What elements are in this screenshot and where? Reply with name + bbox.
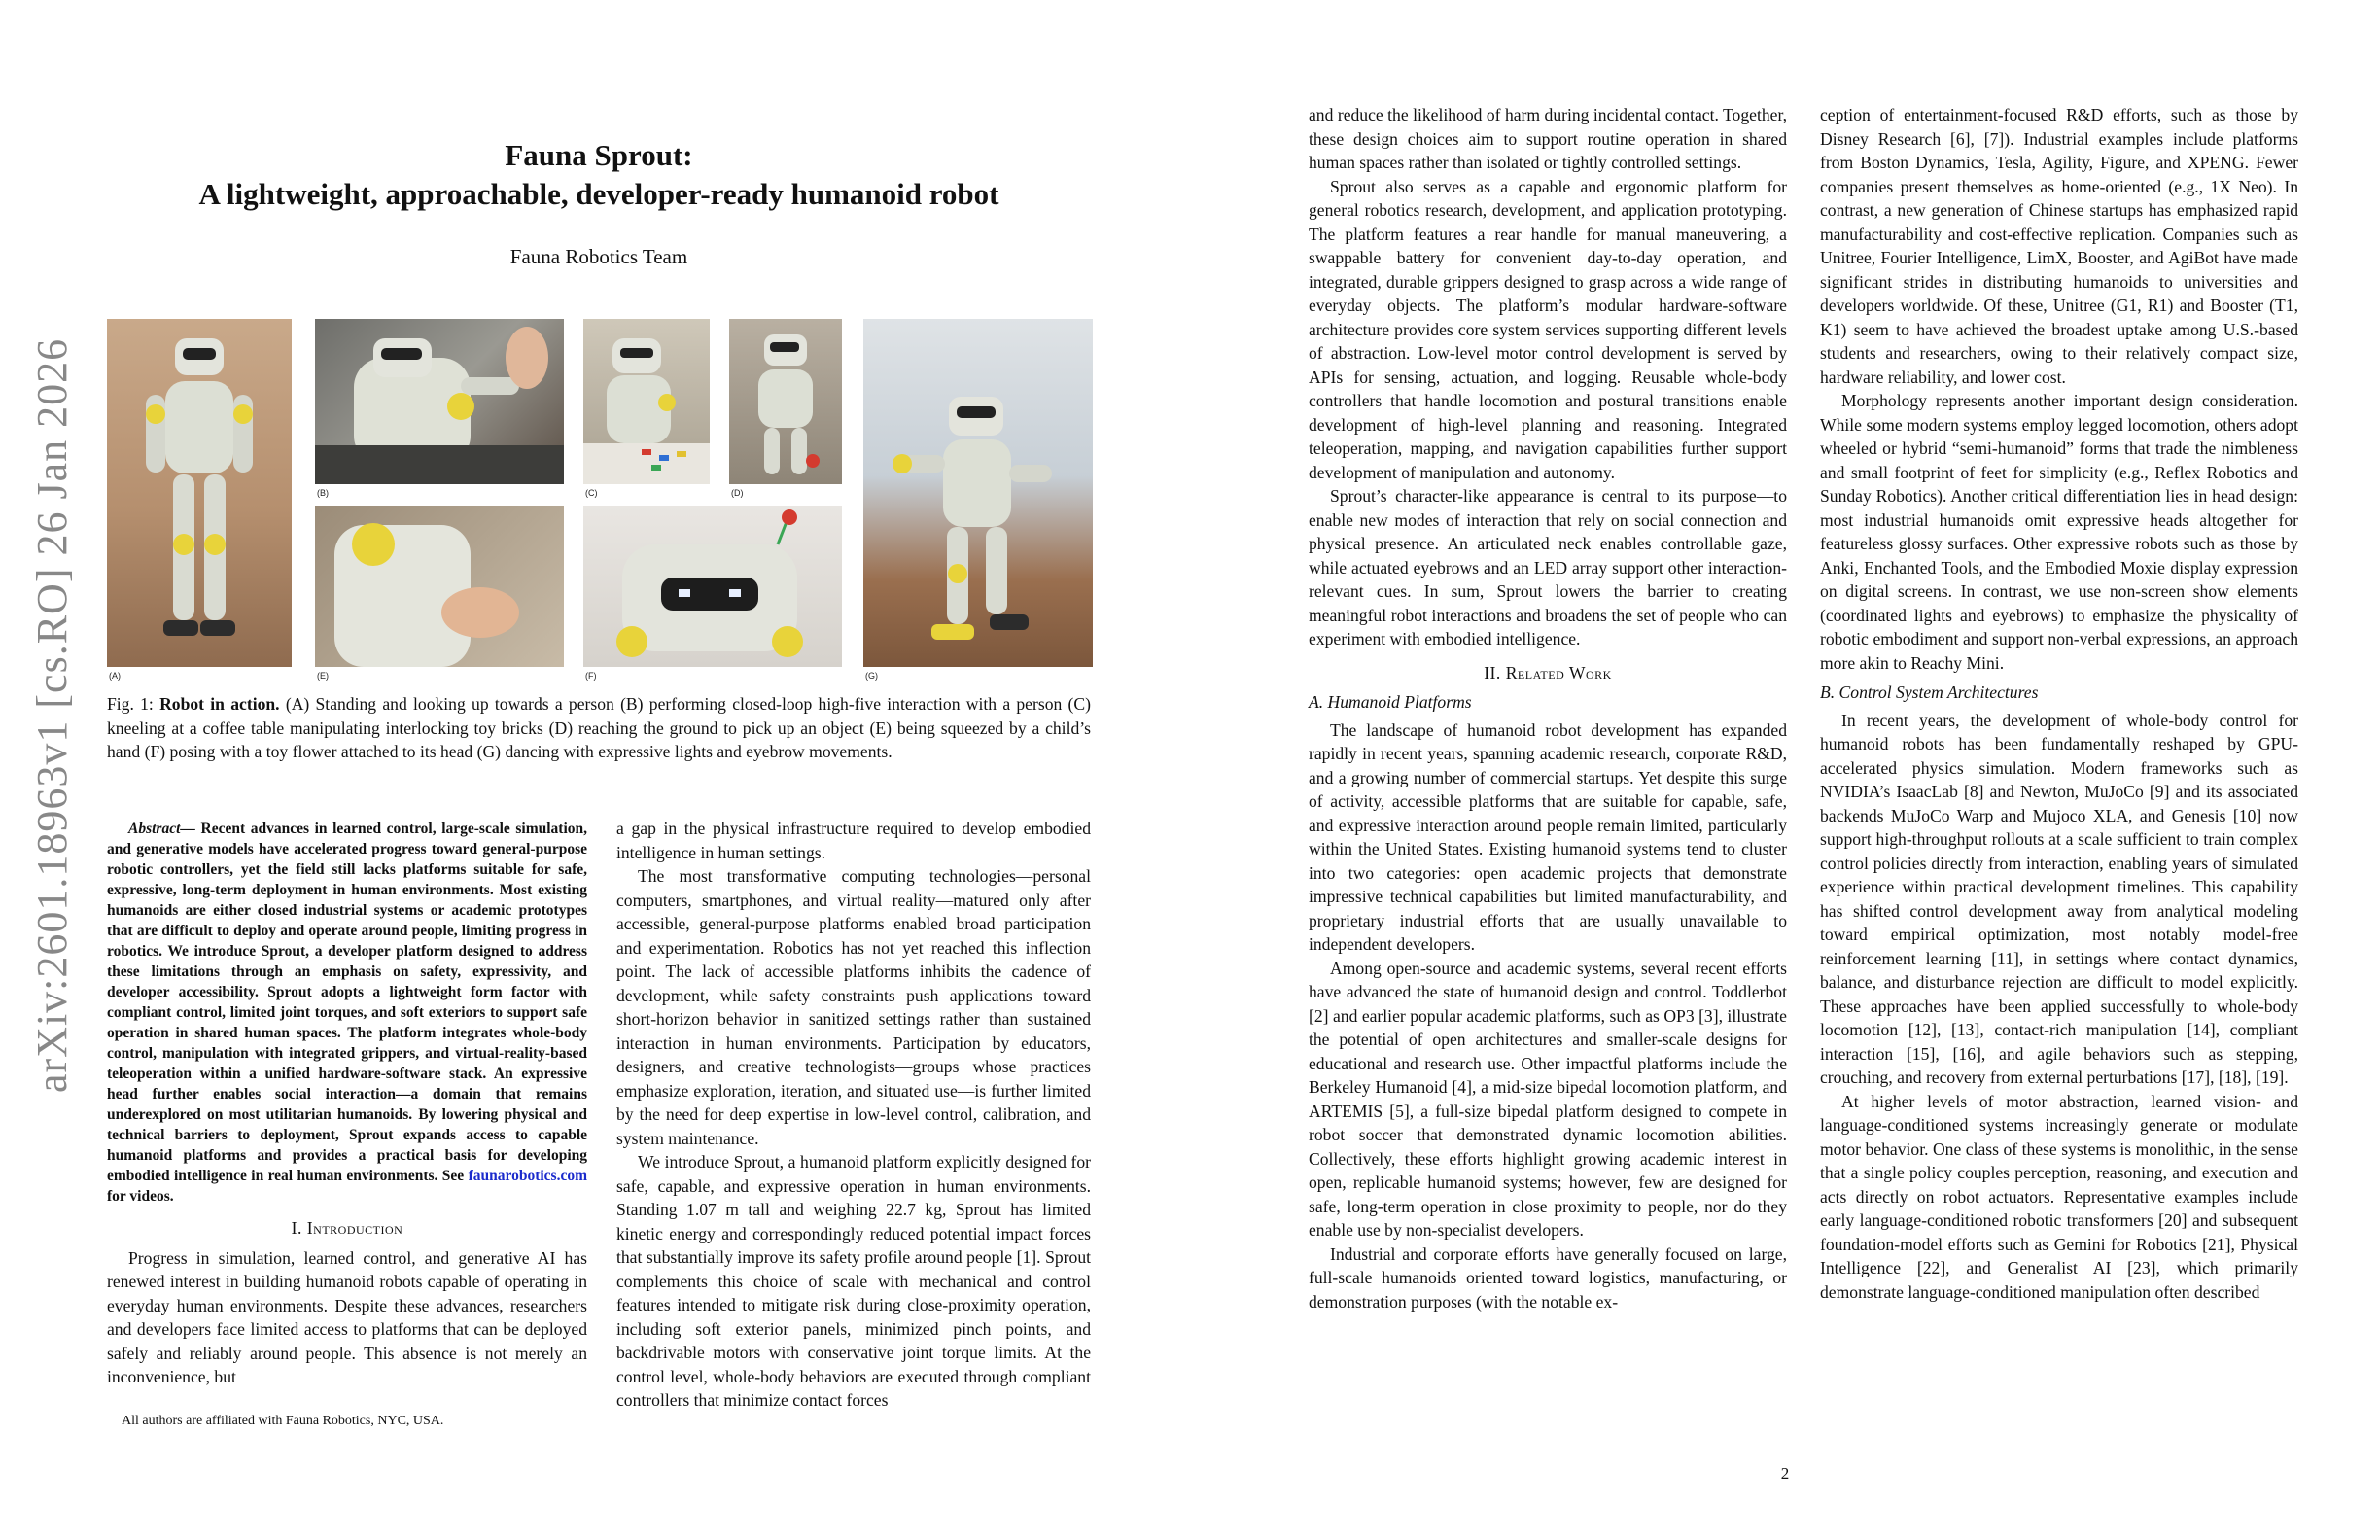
col3-paragraph-4: The landscape of humanoid robot development has expanded rapidly in recent years, spanning academic research, corporate R&D, and a growing number of commercial startups. Yet despite this surge of activity, accessible platforms that are suitable for capable, safe, and expressive interaction around people remain limited, particularly within the United States. Existing humanoid systems tend to cluster into two categories: open academic projects that demonstrate impressive technical capabilities but limited manufacturability, and proprietary industrial efforts that are usually unavailable to independent developers. [1309, 719, 1787, 954]
column-4 [1820, 103, 2298, 1304]
column-1 [107, 819, 587, 1389]
col3-paragraph-1: and reduce the likelihood of harm during incidental contact. Together, these design choices aim to support routine operation in shared human spaces rather than isolated or tightly controlled settings. [1309, 105, 1787, 172]
col4-paragraph-4: At higher levels of motor abstraction, learned vision- and language-conditioned systems increasingly generate or modulate motor behavior. One class of these systems is monolithic, in the sense that a single policy couples perception, reasoning, and execution and acts directly on robot actuators. Representative examples include early language-conditioned robotic transformers [20] and subsequent foundation-model efforts such as Gemini for Robotics [21], Physical Intelligence [22], and Generalist AI [23], which primarily demonstrate language-conditioned manipulation often described [1820, 1091, 2298, 1302]
section-introduction-heading: I. Introduction [291, 1218, 403, 1238]
panel-label-c: (C) [585, 488, 598, 498]
photo-panel-f [583, 506, 842, 667]
column-2 [616, 817, 1091, 1413]
page-number: 2 [1780, 1464, 1790, 1483]
robot-bricks-image [583, 319, 710, 484]
robot-flower-image [583, 506, 842, 667]
col4-paragraph-3: In recent years, the development of whole-body control for humanoid robots has been fundamentally reshaped by GPU-accelerated physics simulation. Modern frameworks such as NVIDIA’s IsaacLab [8] and Newton, MuJoCo [9] and its associated backends MuJoCo Warp and Mujoco XLA, and Genesis [10] now support high-throughput rollouts at a scale sufficient to train complex control policies directly from interaction, enabling years of simulated experience within practical development timelines. This capability has shifted control development away from analytical modeling toward empirical optimization, most notably model-free reinforcement learning [11], in settings where contact dynamics, balance, and disturbance rejection are difficult to model explicitly. These approaches have been applied successfully to whole-body locomotion [12], [13], contact-rich manipulation [14], compliant interaction [15], [16], and agile behaviors such as stepping, crouching, and recovery from external perturbations [17], [18], [19]. [1820, 710, 2298, 1087]
intro-paragraph-1: Progress in simulation, learned control, and generative AI has renewed interest in building humanoid robots capable of operating in everyday human environments. Despite these advances, researchers and developers face limited access to platforms that can be deployed safely and reliably around people. This absence is not merely an inconvenience, but [107, 1247, 587, 1386]
robot-dancing-image [863, 319, 1093, 667]
col4-paragraph-1: ception of entertainment-focused R&D efforts, such as those by Disney Research [6], [7]). Industrial examples include platforms from Boston Dynamics, Tesla, Agility, Figure, and XPENG. Fewer companies present themselves as home-oriented (e.g., 1X Neo). In contrast, a new generation of Chinese startups has emphasized rapid manufacturability and cost-effective replication. Companies such as Unitree, Fourier Intelligence, LimX, Booster, and AgiBot have made significant strides in distributing humanoids to universities and developers worldwide. Of these, Unitree (G1, R1) and Booster (T1, K1) seem to have achieved the broadest uptake among U.S.-based students and researchers, owing to their relatively compact size, hardware reliability, and lower cost. [1820, 105, 2298, 387]
title-line-2: A lightweight, approachable, developer-ready humanoid robot [198, 177, 999, 211]
caption-prefix: Fig. 1: [107, 694, 154, 714]
abstract-tail: for videos. [107, 1188, 174, 1205]
title-line-1: Fauna Sprout: [505, 138, 693, 172]
photo-panel-e [315, 506, 564, 667]
panel-label-b: (B) [317, 488, 329, 498]
col2-paragraph-3: We introduce Sprout, a humanoid platform explicitly designed for safe, capable, and expressive operation in human environments. Standing 1.07 m tall and weighing 22.7 kg, Sprout has limited kinetic energy and correspondingly reduced potential impact forces that substantially improve its safety profile around people [1]. Sprout complements this choice of scale with mechanical and control features intended to mitigate risk during close-proximity operation, including soft exterior panels, minimized pinch points, and backdrivable motors with conservative joint torque limits. At the control level, whole-body behaviors are executed through compliant controllers that minimize contact forces [616, 1152, 1091, 1410]
col2-paragraph-1: a gap in the physical infrastructure required to develop embodied intelligence in human settings. [616, 819, 1091, 862]
col4-paragraph-2: Morphology represents another important design consideration. While some modern systems employ legged locomotion, others adopt wheeled or hybrid “semi-humanoid” forms that trade the nimbleness and small footprint of feet for simplicity (e.g., Reflex Robotics and Sunday Robotics). Another critical differentiation lies in head design: most industrial humanoids omit expressive heads altogether for featureless glossy surfaces. Other expressive robots such as those by Anki, Enchanted Tools, and the Embodied Moxie display expression on digital screens. In contrast, we use non-screen show elements (coordinated lights and eyebrows) to emphasize the physicality of robotic embodiment and support non-verbal expressions, an approach more akin to Reachy Mini. [1820, 391, 2298, 673]
robot-standing-image [107, 319, 292, 667]
col3-paragraph-6: Industrial and corporate efforts have generally focused on large, full-scale humanoids oriented toward logistics, manufacturing, or demonstration purposes (with the notable ex- [1309, 1243, 1787, 1312]
abstract-text: Recent advances in learned control, large-scale simulation, and generative models have accelerated progress toward general-purpose robotic controllers, yet the field still lacks platforms suitable for safe, expressive, long-term deployment in human environments. Most existing humanoids are either closed industrial systems or academic prototypes that are difficult to deploy and operate around people, limiting progress in robotics. We introduce Sprout, a developer platform designed to address these limitations through an emphasis on safety, expressivity, and developer accessibility. Sprout adopts a lightweight form factor with compliant control, limited joint torques, and soft exteriors to support safe operation in shared human spaces. The platform integrates whole-body control, manipulation with integrated grippers, and virtual-reality-based teleoperation within a unified hardware-software stack. An expressive head further enables social interaction—a domain that remains underexplored on most utilitarian humanoids. By lowering physical and technical barriers to deployment, Sprout expands access to capable humanoid platforms and provides a practical basis for developing embodied intelligence in real human environments. See [107, 821, 588, 1184]
caption-bold: Robot in action. [159, 694, 280, 714]
right-page [1190, 0, 2380, 1540]
subsection-humanoid-platforms: A. Humanoid Platforms [1309, 692, 1472, 712]
paper-title [107, 136, 1091, 214]
panel-label-e: (E) [317, 671, 329, 681]
col3-paragraph-2: Sprout also serves as a capable and ergonomic platform for general robotics research, development, and application prototyping. The platform features a rear handle for manual maneuvering, a swappable battery for convenient day-to-day operation, and integrated, durable grippers designed to grasp across a wide range of everyday objects. The platform’s modular hardware-software architecture provides core system services supporting different levels of abstraction. Low-level motor control development is served by APIs for sensing, actuation, and logging. Reusable whole-body controllers that handle locomotion and postural transitions enable development of high-level planning and reasoning. Integrated teleoperation, mapping, and navigation capabilities further support development of manipulation and autonomy. [1309, 176, 1787, 482]
photo-panel-d [729, 319, 842, 484]
col2-paragraph-2: The most transformative computing technologies—personal computers, smartphones, and virtual reality—matured only after accessible, general-purpose platforms enabled broad participation and experimentation. Robotics has not yet reached this inflection point. The lack of accessible platforms inhibits the cadence of development, while safety constraints push applications toward short-horizon behavior in sanitized settings rather than sustained interaction in human environments. Participation by educators, designers, and creative technologists—groups whose practices emphasize exploration, iteration, and situated use—is further limited by the need for deep expertise in low-level control, calibration, and system maintenance. [616, 866, 1091, 1148]
photo-panel-a [107, 319, 292, 667]
col3-paragraph-5: Among open-source and academic systems, several recent efforts have advanced the state of humanoid design and control. Toddlerbot [2] and earlier popular academic platforms, such as OP3 [3], illustrate the potential of open architectures and smaller-scale designs for educational and research use. Other impactful platforms include the Berkeley Humanoid [4], a mid-size bipedal locomotion platform, and ARTEMIS [5], a full-size bipedal platform designed to compete in robot soccer that demonstrated dynamic locomotion abilities. Collectively, these efforts highlight growing academic interest in open, replicable humanoid systems; however, few are designed for safe, long-term operation in close proximity to people, nor do they enable use by non-specialist developers. [1309, 958, 1787, 1240]
photo-panel-c [583, 319, 710, 484]
robot-squeeze-image [315, 506, 564, 667]
affiliation-footnote: All authors are affiliated with Fauna Robotics, NYC, USA. [122, 1414, 444, 1428]
videos-link[interactable]: faunarobotics.com [468, 1168, 587, 1184]
figure-1 [105, 319, 1093, 688]
panel-label-g: (G) [865, 671, 878, 681]
figure-caption [107, 692, 1091, 764]
abstract-label: Abstract— [128, 821, 195, 837]
subsection-control-architectures: B. Control System Architectures [1820, 682, 2039, 702]
panel-label-d: (D) [731, 488, 744, 498]
col3-paragraph-3: Sprout’s character-like appearance is central to its purpose—to enable new modes of interaction that rely on social connection and physical presence. An articulated neck enables controllable gaze, while actuated eyebrows and an LED array support other interaction-relevant cues. In sum, Sprout lowers the barrier to creating meaningful robot interactions and broadens the set of people who can experiment with embodied intelligence. [1309, 486, 1787, 648]
photo-panel-g [863, 319, 1093, 667]
abstract [107, 819, 587, 1207]
panel-label-f: (F) [585, 671, 597, 681]
robot-reaching-image [729, 319, 842, 484]
photo-panel-b [315, 319, 564, 484]
robot-high-five-image [315, 319, 564, 484]
panel-label-a: (A) [109, 671, 121, 681]
arxiv-stamp: arXiv:2601.18963v1 [cs.RO] 26 Jan 2026 [28, 337, 76, 1093]
authors: Fauna Robotics Team [509, 245, 688, 268]
column-3 [1309, 103, 1787, 1313]
caption-text: (A) Standing and looking up towards a person (B) performing closed-loop high-five interaction with a person (C) kneeling at a coffee table manipulating interlocking toy bricks (D) reaching the ground to pick up an object (E) being squeezed by a child’s hand (F) posing with a toy flower attached to its head (G) dancing with expressive lights and eyebrow movements. [107, 694, 1092, 761]
section-related-work-heading: II. Related Work [1484, 662, 1612, 682]
